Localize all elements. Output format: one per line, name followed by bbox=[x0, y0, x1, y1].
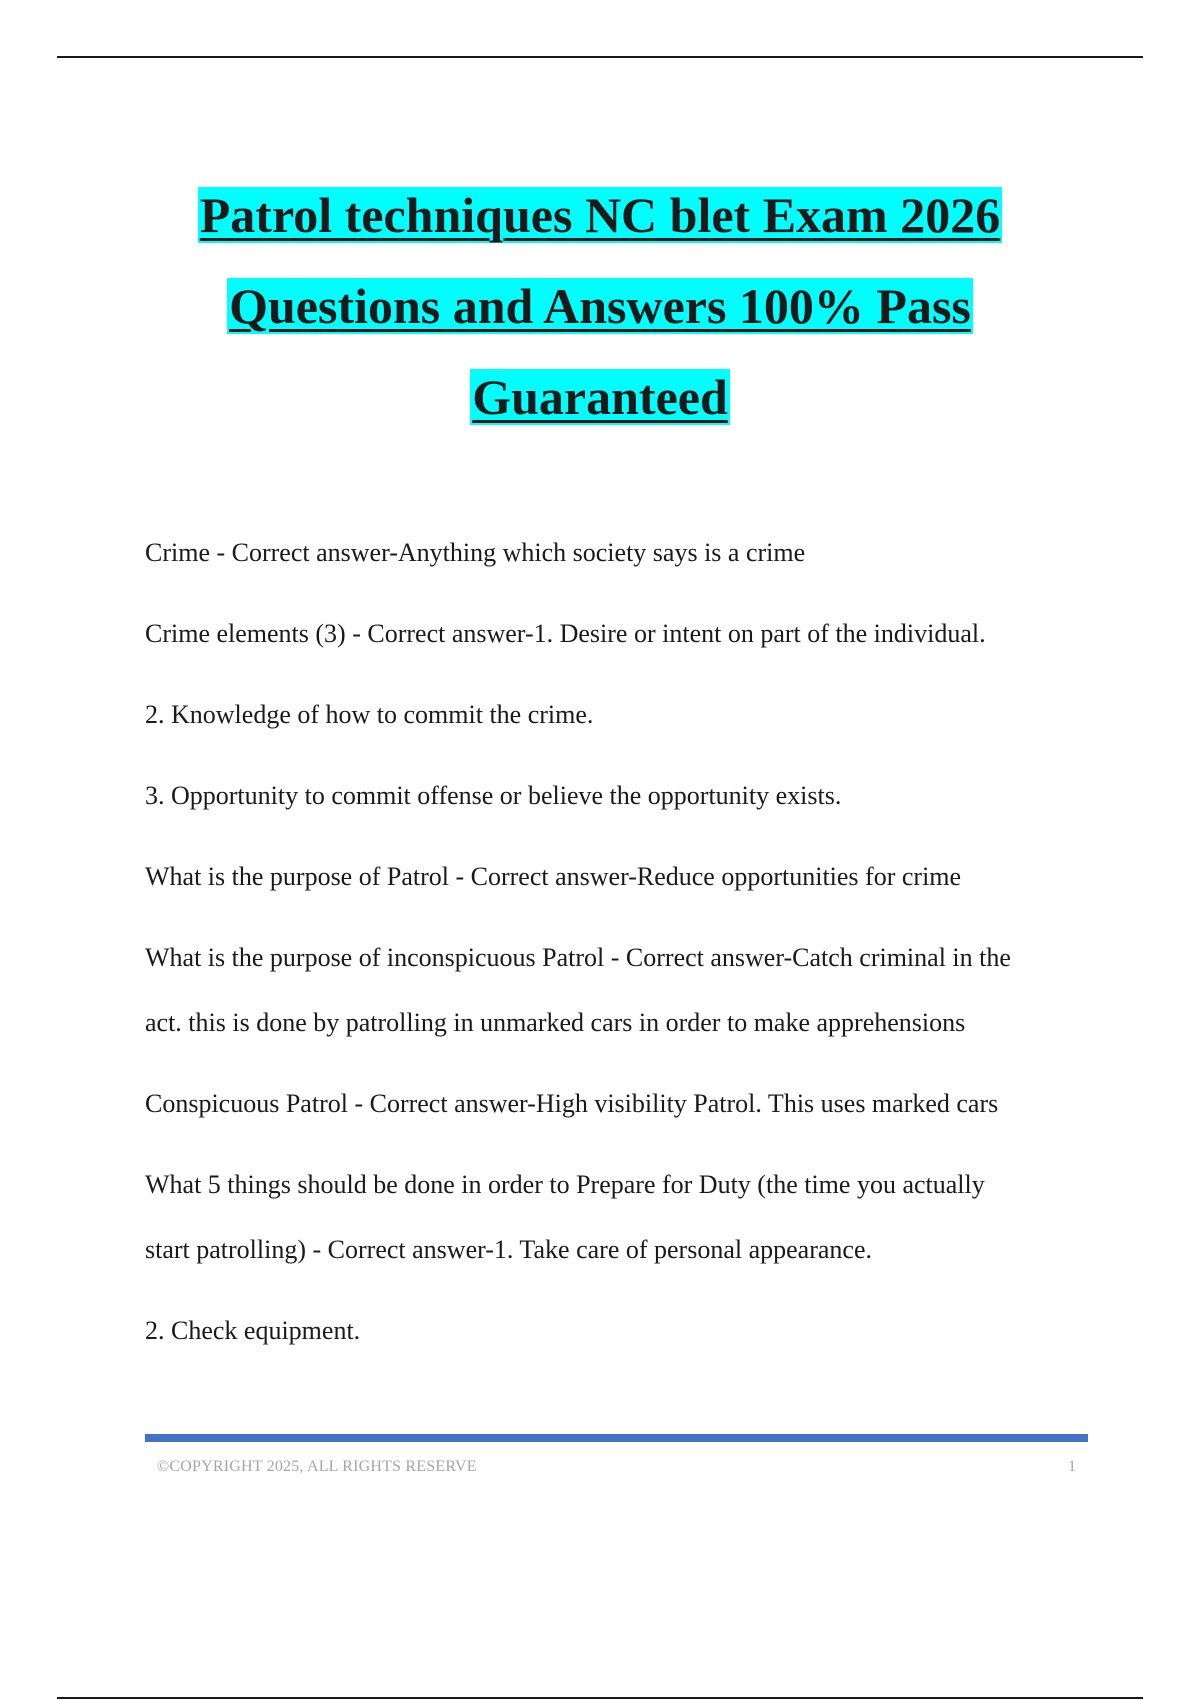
paragraph bbox=[145, 1298, 1095, 1363]
footer-copyright: ©COPYRIGHT 2025, ALL RIGHTS RESERVE bbox=[157, 1458, 477, 1475]
page-number: 1 bbox=[1068, 1458, 1076, 1475]
title-line-text: Guaranteed bbox=[472, 369, 728, 425]
paragraph-line: act. this is done by patrolling in unmarked cars in order to make apprehensions bbox=[145, 1008, 966, 1037]
footer-bar bbox=[145, 1434, 1088, 1442]
document-title bbox=[0, 170, 1200, 443]
title-line-text: Questions and Answers 100% Pass bbox=[229, 278, 971, 334]
title-line bbox=[0, 170, 1200, 261]
paragraph-line: Crime - Correct answer-Anything which society says is a crime bbox=[145, 538, 806, 567]
bottom-rule bbox=[57, 1697, 1143, 1699]
paragraph-line: start patrolling) - Correct answer-1. Take care of personal appearance. bbox=[145, 1235, 872, 1264]
paragraph-line: What is the purpose of Patrol - Correct answer-Reduce opportunities for crime bbox=[145, 862, 962, 891]
paragraph bbox=[145, 1071, 1095, 1136]
paragraph bbox=[145, 520, 1095, 585]
paragraph-line: What is the purpose of inconspicuous Patrol - Correct answer-Catch criminal in the bbox=[145, 943, 1011, 972]
paragraph bbox=[145, 763, 1095, 828]
paragraph-line: 3. Opportunity to commit offense or believe the opportunity exists. bbox=[145, 781, 842, 810]
paragraph-line: Crime elements (3) - Correct answer-1. Desire or intent on part of the individual. bbox=[145, 619, 986, 648]
paragraph bbox=[145, 1152, 1095, 1282]
paragraph bbox=[145, 925, 1095, 1055]
paragraph-line: 2. Knowledge of how to commit the crime. bbox=[145, 700, 594, 729]
title-line-text: Patrol techniques NC blet Exam 2026 bbox=[199, 187, 1001, 243]
title-line bbox=[0, 261, 1200, 352]
title-line bbox=[0, 352, 1200, 443]
paragraph-line: 2. Check equipment. bbox=[145, 1316, 361, 1345]
paragraph-line: Conspicuous Patrol - Correct answer-High visibility Patrol. This uses marked cars bbox=[145, 1089, 999, 1118]
top-rule bbox=[57, 56, 1143, 58]
paragraph bbox=[145, 601, 1095, 666]
paragraph bbox=[145, 844, 1095, 909]
paragraph-line: What 5 things should be done in order to Prepare for Duty (the time you actually bbox=[145, 1170, 985, 1199]
document-body bbox=[145, 520, 1095, 1379]
paragraph bbox=[145, 682, 1095, 747]
